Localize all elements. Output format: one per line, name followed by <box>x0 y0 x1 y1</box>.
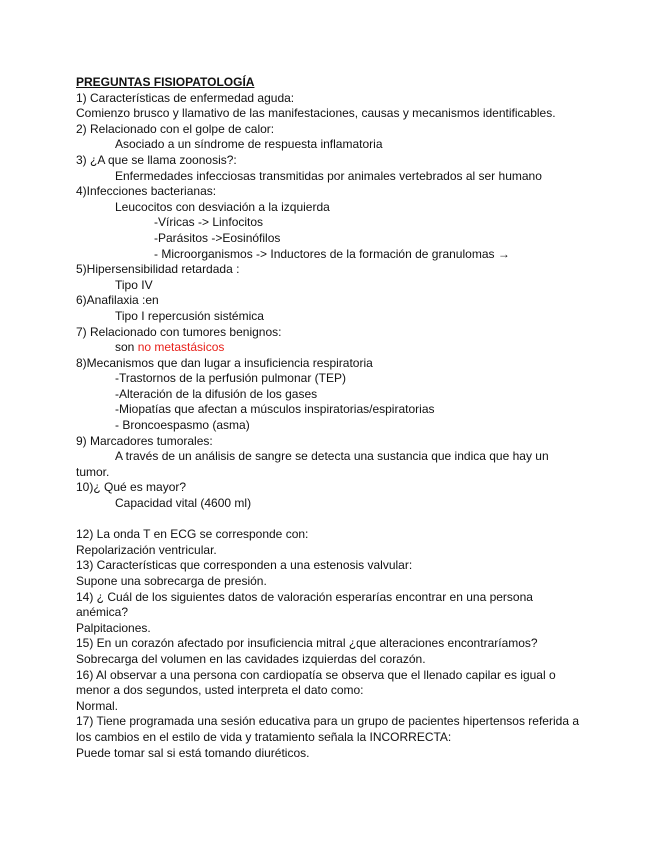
answer-6: Tipo I repercusión sistémica <box>115 308 264 323</box>
question-15: 15) En un corazón afectado por insuficiencia mitral ¿que alteraciones encontraríamos? <box>76 636 538 651</box>
answer-9-cont: tumor. <box>76 464 110 479</box>
question-16: 16) Al observar a una persona con cardiopatía se observa que el llenado capilar es igual o <box>76 667 556 682</box>
answer-8-item: -Miopatías que afectan a músculos inspiratorias/espiratorias <box>115 402 435 417</box>
answer-4-item: -Víricas -> Linfocitos <box>154 215 264 230</box>
question-14-cont: anémica? <box>76 605 129 620</box>
answer-16: Normal. <box>76 698 119 713</box>
question-1: 1) Características de enfermedad aguda: <box>76 90 295 105</box>
answer-12: Repolarización ventricular. <box>76 542 217 557</box>
document-body <box>76 75 636 761</box>
answer-1: Comienzo brusco y llamativo de las manifestaciones, causas y mecanismos identificables. <box>76 106 556 121</box>
answer-10: Capacidad vital (4600 ml) <box>115 496 252 511</box>
answer-17: Puede tomar sal si está tomando diuréticos. <box>76 745 310 760</box>
question-12: 12) La onda T en ECG se corresponde con: <box>76 527 309 542</box>
question-14: 14) ¿ Cuál de los siguientes datos de valoración esperarías encontrar en una persona <box>76 589 533 604</box>
question-9: 9) Marcadores tumorales: <box>76 433 213 448</box>
answer-4-item: -Parásitos ->Eosinófilos <box>154 230 281 245</box>
answer-8-item: -Trastornos de la perfusión pulmonar (TEP) <box>115 371 346 386</box>
question-2: 2) Relacionado con el golpe de calor: <box>76 121 275 136</box>
answer-13: Supone una sobrecarga de presión. <box>76 574 267 588</box>
answer-14: Palpitaciones. <box>76 620 151 635</box>
answer-7-text: son <box>115 340 138 355</box>
answer-8-item: -Alteración de la difusión de los gases <box>115 386 318 401</box>
question-17: 17) Tiene programada una sesión educativa para un grupo de pacientes hipertensos referida a <box>76 714 579 729</box>
answer-15: Sobrecarga del volumen en las cavidades izquierdas del corazón. <box>76 651 426 666</box>
question-13: 13) Características que corresponden a una estenosis valvular: <box>76 558 413 573</box>
question-10: 10)¿ Qué es mayor? <box>76 480 187 495</box>
answer-7 <box>76 340 636 356</box>
question-5: 5)Hipersensibilidad retardada : <box>76 262 240 277</box>
answer-4-item: - Microorganismos -> Inductores de la formación de granulomas → <box>154 246 510 261</box>
answer-8-item: - Broncoespasmo (asma) <box>115 418 250 433</box>
blank-line <box>76 512 636 528</box>
question-3: 3) ¿A que se llama zoonosis?: <box>76 152 237 167</box>
document-title: PREGUNTAS FISIOPATOLOGÍA <box>76 75 255 89</box>
answer-5: Tipo IV <box>115 277 153 292</box>
question-7: 7) Relacionado con tumores benignos: <box>76 324 282 339</box>
answer-4: Leucocitos con desviación a la izquierda <box>115 199 330 214</box>
question-17-cont: los cambios en el estilo de vida y tratamiento señala la INCORRECTA: <box>76 729 452 744</box>
question-6: 6)Anafilaxia :en <box>76 293 159 308</box>
question-8: 8)Mecanismos que dan lugar a insuficiencia respiratoria <box>76 355 373 370</box>
answer-3: Enfermedades infecciosas transmitidas por animales vertebrados al ser humano <box>115 168 542 183</box>
question-16-cont: menor a dos segundos, usted interpreta el dato como: <box>76 683 364 698</box>
answer-7-highlight: no metastásicos <box>137 340 225 355</box>
answer-9: A través de un análisis de sangre se detecta una sustancia que indica que hay un <box>115 449 549 464</box>
question-4: 4)Infecciones bacterianas: <box>76 184 217 199</box>
answer-2: Asociado a un síndrome de respuesta inflamatoria <box>115 137 383 152</box>
